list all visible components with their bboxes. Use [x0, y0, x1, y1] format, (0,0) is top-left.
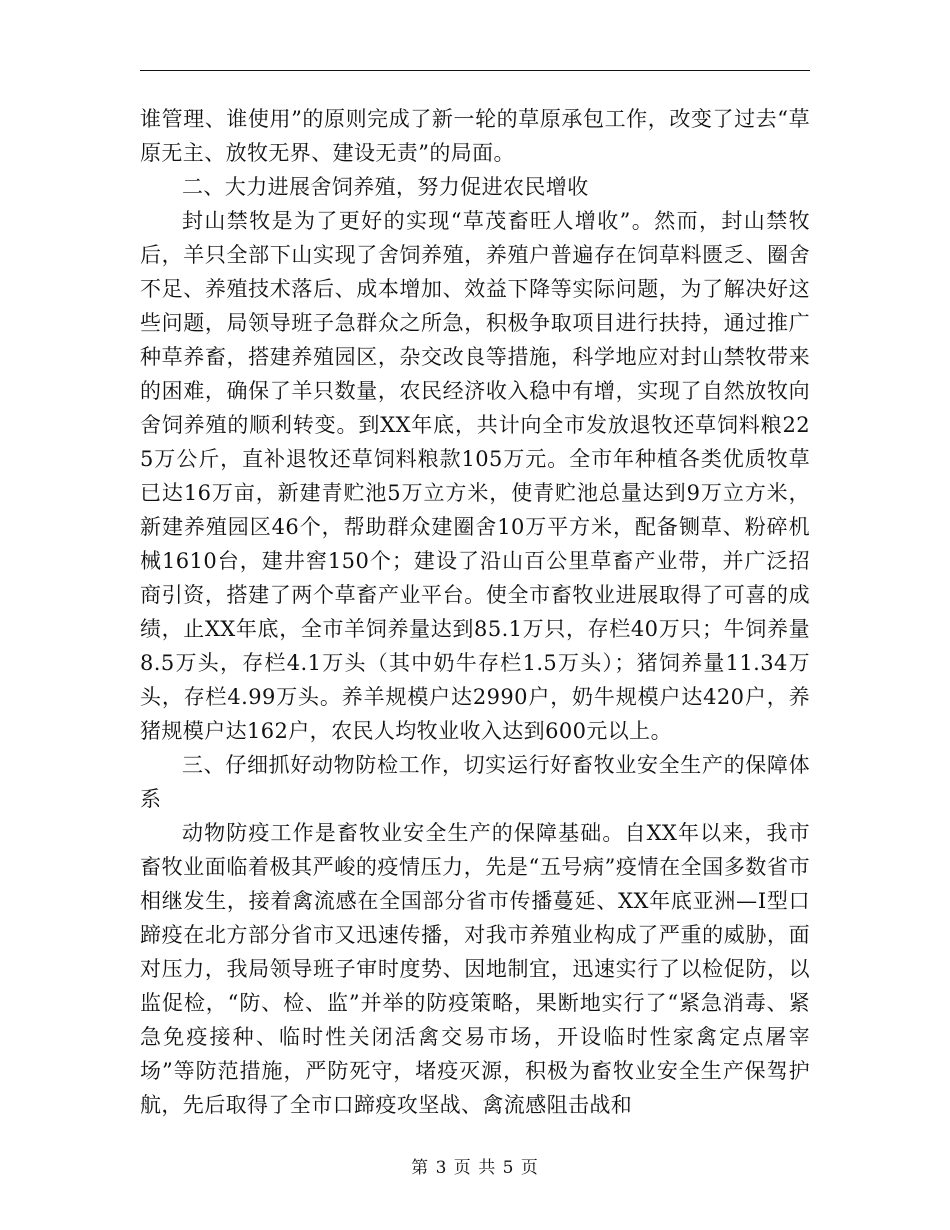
paragraph-continuation: 谁管理、谁使用”的原则完成了新一轮的草原承包工作，改变了过去“草原无主、放牧无界、建设无责”的局面。: [140, 107, 810, 165]
paragraph-epidemic-prevention: 动物防疫工作是畜牧业安全生产的保障基础。自XX年以来，我市畜牧业面临着极其严峻的疫情压力，先是“五号病”疫情在全国多数省市相继发生，接着禽流感在全国部分省市传播蔓延、XX年底亚洲—Ⅰ型口蹄疫在北方部分省市又迅速传播，对我市养殖业构成了严重的威胁，面对压力，我局领导班子审时度势、因地制宜，迅速实行了以检促防，以监促检，“防、检、监”并举的防疫策略，果断地实行了“紧急消毒、紧急免疫接种、临时性关闭活禽交易市场，开设临时性家禽定点屠宰场”等防范措施，严防死守，堵疫灭源，积极为畜牧业安全生产保驾护航，先后取得了全市口蹄疫攻坚战、禽流感阻击战和: [140, 821, 810, 1117]
section-heading-two: 二、大力进展舍饲养殖，努力促进农民增收: [182, 175, 589, 199]
paragraph-feeding: 封山禁牧是为了更好的实现“草茂畜旺人增收”。然而，封山禁牧后，羊只全部下山实现了舍饲养殖，养殖户普遍存在饲草料匮乏、圈舍不足、养殖技术落后、成本增加、效益下降等实际问题，为了解决好这些问题，局领导班子急群众之所急，积极争取项目进行扶持，通过推广种草养畜，搭建养殖园区，杂交改良等措施，科学地应对封山禁牧带来的困难，确保了羊只数量，农民经济收入稳中有增，实现了自然放牧向舍饲养殖的顺利转变。到XX年底，共计向全市发放退牧还草饲料粮225万公斤，直补退牧还草饲料粮款105万元。全市年种植各类优质牧草已达16万亩，新建青贮池5万立方米，使青贮池总量达到9万立方米，新建养殖园区46个，帮助群众建圈舍10万平方米，配备铡草、粉碎机械1610台，建井窖150个；建设了沿山百公里草畜产业带，并广泛招商引资，搭建了两个草畜产业平台。使全市畜牧业进展取得了可喜的成绩，止XX年底，全市羊饲养量达到85.1万只，存栏40万只；牛饲养量8.5万头，存栏4.1万头（其中奶牛存栏1.5万头）；猪饲养量11.34万头，存栏4.99万头。养羊规模户达2990户，奶牛规模户达420户，养猪规模户达162户，农民人均牧业收入达到600元以上。: [140, 209, 810, 743]
page-number: 第 3 页 共 5 页: [411, 1158, 539, 1178]
section-heading-three: 三、仔细抓好动物防检工作，切实运行好畜牧业安全生产的保障体系: [140, 753, 810, 811]
body-text: [140, 102, 810, 1122]
header-rule: [140, 70, 810, 71]
